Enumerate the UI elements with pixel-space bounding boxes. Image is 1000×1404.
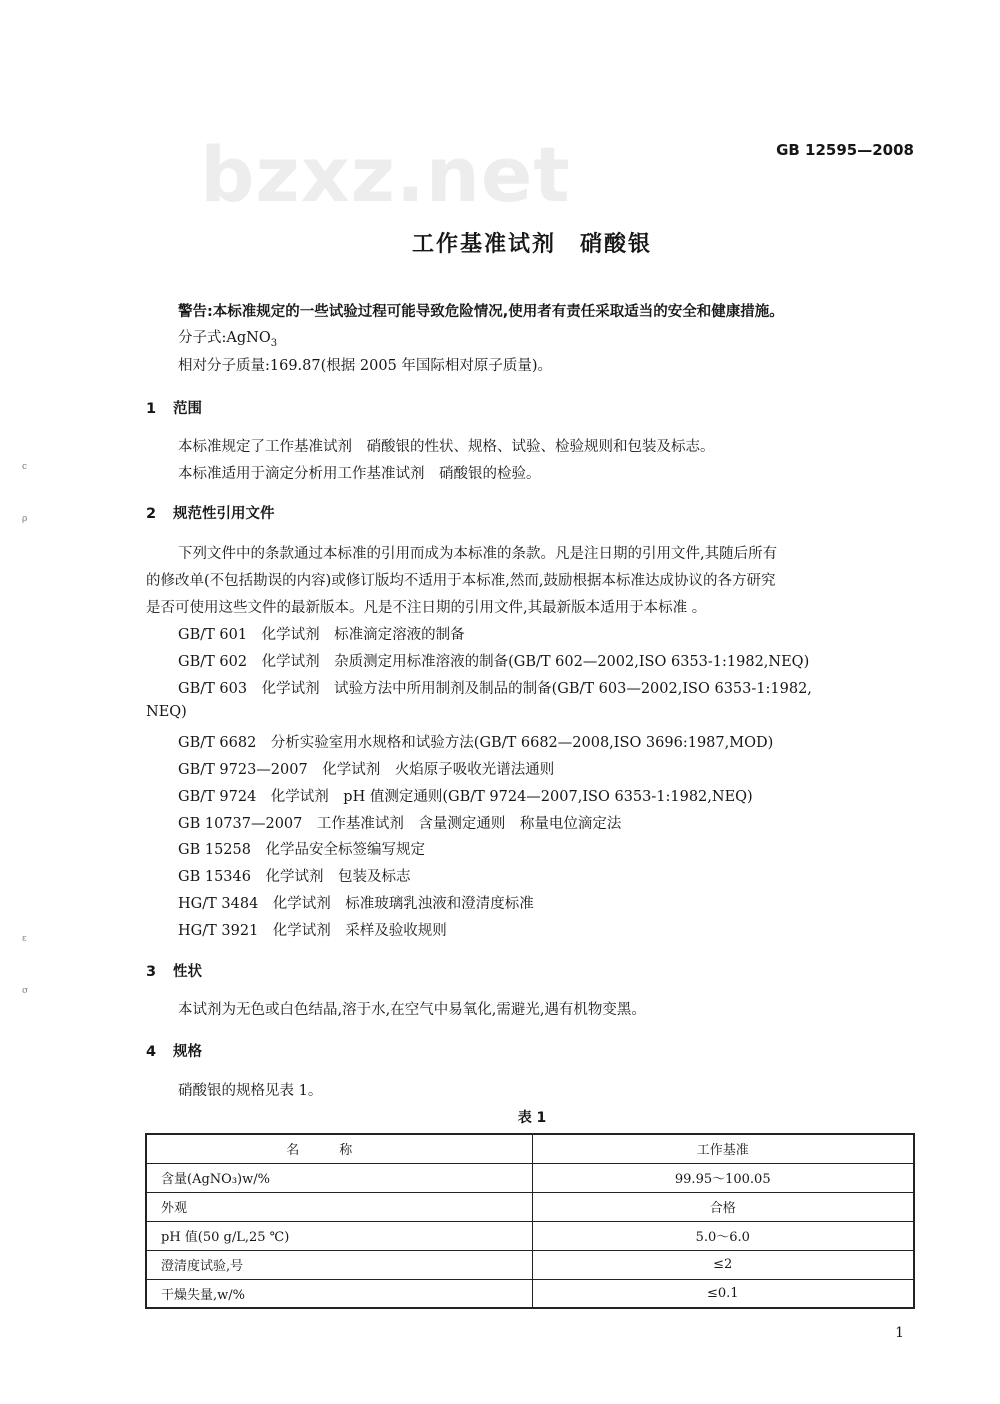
table-cell-name: 澄清度试验,号	[146, 1250, 532, 1279]
reference-item: HG/T 3484 化学试剂 标准玻璃乳浊液和澄清度标准	[178, 896, 534, 912]
scope-line-2: 本标准适用于滴定分析用工作基准试剂 硝酸银的检验。	[178, 466, 541, 482]
section-number: 2	[146, 506, 157, 522]
table-row	[146, 1192, 914, 1221]
normative-para-line-1: 下列文件中的条款通过本标准的引用而成为本标准的条款。凡是注日期的引用文件,其随后所有	[178, 546, 778, 562]
section-title: 规格	[173, 1044, 202, 1060]
table-row	[146, 1250, 914, 1279]
table-cell-name: 干燥失量,w/%	[146, 1279, 532, 1308]
table-cell-name: pH 值(50 g/L,25 ℃)	[146, 1221, 532, 1250]
normative-para-line-2: 的修改单(不包括勘误的内容)或修订版均不适用于本标准,然而,鼓励根据本标准达成协议的各方研究	[146, 573, 776, 589]
formula-value: AgNO	[226, 330, 271, 346]
table-cell-value: 5.0～6.0	[532, 1221, 914, 1250]
table-row	[146, 1163, 914, 1192]
table-cell-value: ≤0.1	[532, 1279, 914, 1308]
normative-para-line-3: 是否可使用这些文件的最新版本。凡是不注日期的引用文件,其最新版本适用于本标准 。	[146, 600, 707, 616]
standard-code: GB 12595—2008	[776, 141, 914, 159]
reference-item: GB 15346 化学试剂 包装及标志	[178, 869, 411, 885]
table-cell-value: 合格	[532, 1192, 914, 1221]
formula-label: 分子式:	[178, 330, 227, 346]
section-heading-1	[146, 397, 202, 418]
reference-item: GB/T 6682 分析实验室用水规格和试验方法(GB/T 6682—2008,ISO 3696:1987,MOD)	[178, 735, 774, 751]
reference-item: GB/T 9724 化学试剂 pH 值测定通则(GB/T 9724—2007,ISO 6353-1:1982,NEQ)	[178, 789, 753, 805]
reference-item: GB 15258 化学品安全标签编写规定	[178, 842, 425, 858]
scope-line-1: 本标准规定了工作基准试剂 硝酸银的性状、规格、试验、检验规则和包装及标志。	[178, 439, 715, 455]
table-row	[146, 1221, 914, 1250]
document-title: 工作基准试剂 硝酸银	[411, 232, 652, 257]
table-cell-value: ≤2	[532, 1250, 914, 1279]
reference-item: GB/T 601 化学试剂 标准滴定溶液的制备	[178, 627, 465, 643]
section-title: 范围	[173, 401, 202, 417]
watermark: bzxz.net	[200, 130, 571, 219]
table-caption: 表 1	[517, 1110, 547, 1126]
section-number: 3	[146, 964, 157, 980]
table-cell-name: 外观	[146, 1192, 532, 1221]
table-header-row	[146, 1134, 914, 1163]
reference-item: GB/T 602 化学试剂 杂质测定用标准溶液的制备(GB/T 602—2002,ISO 6353-1:1982,NEQ)	[178, 654, 810, 670]
molecular-mass: 相对分子质量:169.87(根据 2005 年国际相对原子质量)。	[178, 358, 553, 374]
warning-text: 警告:本标准规定的一些试验过程可能导致危险情况,使用者有责任采取适当的安全和健康措施。	[178, 304, 784, 320]
margin-mark: σ	[22, 986, 29, 996]
page-number: 1	[895, 1325, 904, 1341]
reference-item-continuation: NEQ)	[146, 704, 187, 720]
margin-mark: c	[22, 462, 28, 472]
table-header-name: 名称	[146, 1134, 532, 1163]
table-cell-value: 99.95～100.05	[532, 1163, 914, 1192]
table-cell-name: 含量(AgNO₃)w/%	[146, 1163, 532, 1192]
section-heading-4	[146, 1040, 202, 1061]
table-row	[146, 1279, 914, 1308]
margin-mark: ρ	[22, 514, 28, 524]
formula-subscript: 3	[270, 337, 278, 349]
table-header-value: 工作基准	[532, 1134, 914, 1163]
reference-item: GB/T 603 化学试剂 试验方法中所用制剂及制品的制备(GB/T 603—2002,ISO 6353-1:1982,	[178, 681, 812, 697]
section-title: 性状	[173, 964, 202, 980]
reference-item: GB 10737—2007 工作基准试剂 含量测定通则 称量电位滴定法	[178, 816, 622, 832]
reference-item: HG/T 3921 化学试剂 采样及验收规则	[178, 923, 447, 939]
molecular-formula	[178, 326, 277, 349]
section-heading-3	[146, 960, 202, 981]
section-number: 4	[146, 1044, 157, 1060]
section-heading-2	[146, 502, 275, 523]
margin-mark: ε	[22, 934, 27, 944]
specification-text: 硝酸银的规格见表 1。	[178, 1083, 323, 1099]
section-title: 规范性引用文件	[173, 506, 275, 522]
section-number: 1	[146, 401, 157, 417]
specification-table	[145, 1133, 915, 1309]
reference-item: GB/T 9723—2007 化学试剂 火焰原子吸收光谱法通则	[178, 762, 555, 778]
properties-text: 本试剂为无色或白色结晶,溶于水,在空气中易氧化,需避光,遇有机物变黑。	[178, 1002, 646, 1018]
